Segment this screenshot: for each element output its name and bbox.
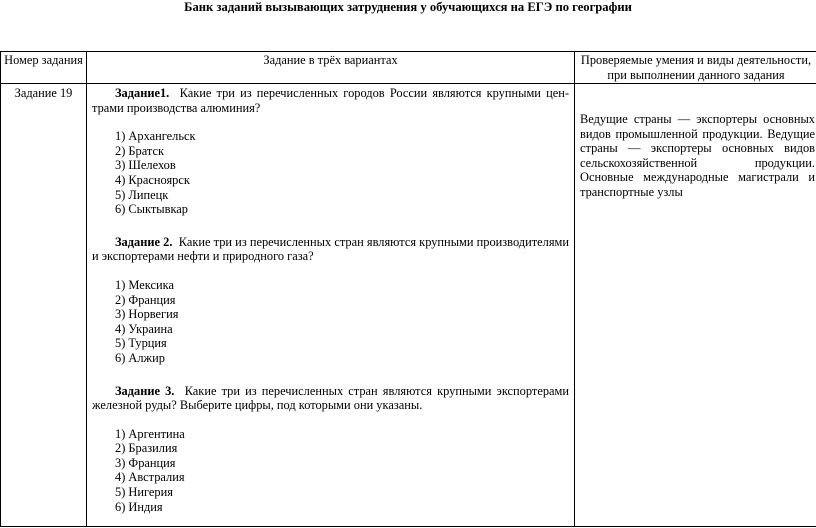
table-row <box>1 84 816 527</box>
spacer <box>92 217 569 235</box>
list-item: 3) Шелехов <box>115 158 176 173</box>
skills-cell: Ведущие страны — экспортеры основных видов промышленной продукции. Ведущие страны — экспортеры основных видов сельскохозяйственной продукции. Основные международные магистрали и транспортные узлы <box>575 84 816 527</box>
task-1-question: Какие три из перечисленных городов России являются крупными цен-трами производства алюминия? <box>92 86 569 115</box>
task-1-options <box>92 129 569 217</box>
list-item: 1) Мексика <box>115 277 174 292</box>
list-item: 3) Франция <box>115 455 176 470</box>
list-item: 4) Австралия <box>115 470 185 485</box>
list-item: 1) Архангельск <box>115 129 196 144</box>
header-task-number: Номер задания <box>1 52 87 84</box>
task-1-text <box>92 86 569 115</box>
task-2-text <box>92 235 569 264</box>
list-item: 6) Сыктывкар <box>115 202 188 217</box>
header-task-variants: Задание в трёх вариантах <box>87 52 575 84</box>
task-2-options <box>92 278 569 366</box>
task-3-text <box>92 384 569 413</box>
spacer <box>92 366 569 384</box>
list-item: 2) Братск <box>115 143 164 158</box>
task-3-question: Какие три из перечисленных стран являются крупными экспортерами железной руды? Выберите цифры, под которыми они указаны. <box>92 383 569 413</box>
task-2-question: Какие три из перечисленных стран являются крупными производителями и экспортерами нефти и природного газа? <box>92 234 569 264</box>
list-item: 4) Украина <box>115 321 173 336</box>
task-3-options <box>92 427 569 515</box>
list-item: 6) Алжир <box>115 350 165 365</box>
document-title: Банк заданий вызывающих затруднения у обучающихся на ЕГЭ по географии <box>184 0 632 14</box>
list-item: 2) Франция <box>115 292 176 307</box>
task-number-cell: Задание 19 <box>1 84 87 527</box>
list-item: 1) Аргентина <box>115 426 185 441</box>
list-item: 5) Турция <box>115 336 167 351</box>
task-1-label: Задание1. <box>115 86 170 100</box>
table-header-row <box>1 52 816 84</box>
list-item: 2) Бразилия <box>115 441 178 456</box>
list-item: 5) Нигерия <box>115 485 173 500</box>
list-item: 5) Липецк <box>115 187 169 202</box>
task-3-label: Задание 3. <box>115 383 175 398</box>
tasks-table <box>0 51 816 527</box>
task-2-label: Задание 2. <box>115 234 173 249</box>
list-item: 4) Красноярск <box>115 172 190 187</box>
task-variants-cell <box>87 84 575 527</box>
list-item: 6) Индия <box>115 499 163 514</box>
header-skills: Проверяемые умения и виды деятельности, при выполнении данного задания <box>575 52 816 84</box>
list-item: 3) Норвегия <box>115 307 179 322</box>
